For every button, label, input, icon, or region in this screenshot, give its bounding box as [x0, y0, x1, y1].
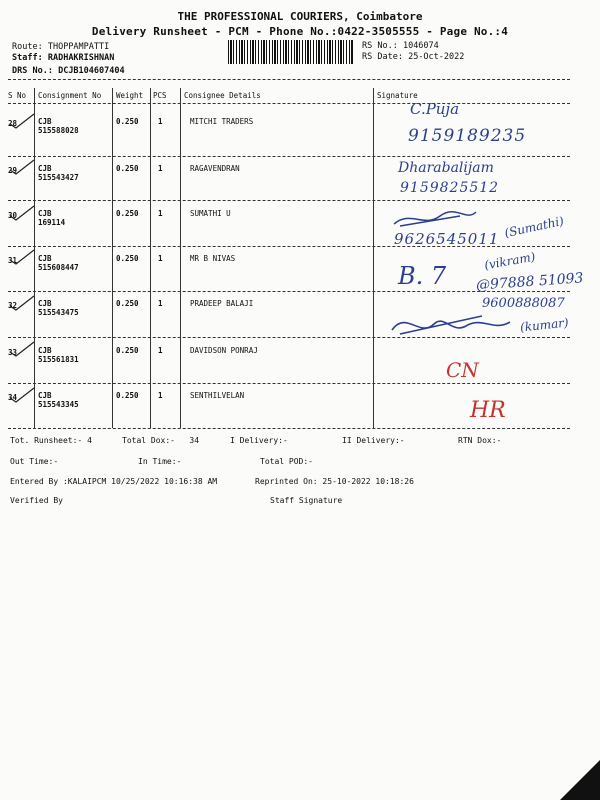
rs-no-label: RS No.:: [362, 41, 398, 51]
signature-5-scribble-icon: [386, 308, 516, 342]
signature-4-name: B. 7: [398, 262, 447, 290]
barcode-icon: [228, 40, 354, 64]
colhead-divider: [8, 103, 570, 104]
signature-3-note: (Sumathi): [503, 213, 566, 241]
signature-4-note: (vikram): [483, 249, 537, 273]
col-consignment: Consignment No: [38, 91, 102, 100]
rtn-dox: RTN Dox:-: [458, 436, 502, 445]
row-weight: 0.250: [116, 209, 139, 218]
signature-3-scribble-icon: [390, 206, 480, 232]
in-time: In Time:-: [138, 457, 182, 466]
row-consignee: SUMATHI U: [190, 209, 231, 218]
signature-1-name: C.Puja: [410, 100, 460, 118]
entered-by: Entered By :KALAIPCM 10/25/2022 10:16:38 AM: [10, 477, 218, 486]
scan-shadow-icon: [560, 760, 600, 800]
runsheet-subtitle: Delivery Runsheet - PCM - Phone No.:0422-3505555 - Page No.:4: [91, 25, 509, 38]
row-consignee: SENTHILVELAN: [190, 391, 245, 400]
staff-line: [12, 53, 114, 63]
rs-date-value: 25-Oct-2022: [408, 52, 465, 62]
rs-date-line: [362, 52, 464, 62]
col-pcs: PCS: [153, 91, 167, 100]
row-consignment: CJB 515543427: [38, 164, 79, 182]
row-consignment: CJB 169114: [38, 209, 66, 227]
signature-1-phone: 9159189235: [408, 126, 527, 146]
signature-2-phone: 9159825512: [400, 180, 500, 196]
row-weight: 0.250: [116, 254, 139, 263]
reprinted-on: Reprinted On: 25-10-2022 10:18:26: [255, 477, 414, 486]
row-consignment: CJB 515543475: [38, 299, 79, 317]
staff-label: Staff:: [12, 53, 43, 63]
route-value: THOPPAMPATTI: [47, 42, 110, 52]
company-title: THE PROFESSIONAL COURIERS, Coimbatore: [177, 10, 423, 23]
signature-4-phone-1: @97888 51093: [475, 270, 584, 294]
signature-6-mark: CN: [446, 358, 479, 382]
row-consignment: CJB 515588028: [38, 117, 79, 135]
col-sno: S No: [8, 91, 27, 100]
row-divider: [8, 156, 570, 157]
row-pcs: 1: [158, 346, 163, 355]
rs-no-line: [362, 41, 439, 51]
col-signature: Signature: [377, 91, 418, 100]
row-divider: [8, 383, 570, 384]
signature-3-phone: 9626545011: [394, 230, 500, 248]
verified-by: Verified By: [10, 496, 63, 505]
total-runsheet: Tot. Runsheet:- 4: [10, 436, 92, 445]
total-dox: Total Dox:- 34: [122, 436, 200, 445]
drs-line: [12, 66, 125, 76]
row-weight: 0.250: [116, 299, 139, 308]
row-consignee: RAGAVENDRAN: [190, 164, 240, 173]
row-sno: 30: [8, 211, 18, 220]
vline-3: [150, 88, 151, 428]
row-pcs: 1: [158, 117, 163, 126]
drs-value: DCJB104607404: [58, 66, 125, 76]
row-pcs: 1: [158, 299, 163, 308]
row-sno: 32: [8, 301, 18, 310]
row-pcs: 1: [158, 209, 163, 218]
vline-4: [180, 88, 181, 428]
i-delivery: I Delivery:-: [230, 436, 288, 445]
row-divider: [8, 428, 570, 429]
row-pcs: 1: [158, 164, 163, 173]
row-consignee: PRADEEP BALAJI: [190, 299, 254, 308]
staff-signature: Staff Signature: [270, 496, 343, 505]
row-consignee: DAVIDSON PONRAJ: [190, 346, 258, 355]
col-weight: Weight: [116, 91, 144, 100]
row-consignment: CJB 515543345: [38, 391, 79, 409]
vline-5: [373, 88, 374, 428]
out-time: Out Time:-: [10, 457, 59, 466]
row-weight: 0.250: [116, 164, 139, 173]
row-consignment: CJB 515561831: [38, 346, 79, 364]
header-divider: [8, 79, 570, 80]
row-weight: 0.250: [116, 117, 139, 126]
col-consignee: Consignee Details: [184, 91, 261, 100]
route-line: [12, 42, 109, 52]
total-pod: Total POD:-: [260, 457, 313, 466]
signature-4-phone-2: 9600888087: [482, 296, 565, 311]
row-consignee: MR B NIVAS: [190, 254, 236, 263]
row-consignment: CJB 515608447: [38, 254, 79, 272]
staff-value: RADHAKRISHNAN: [47, 53, 115, 63]
row-sno: 31: [8, 256, 18, 265]
row-weight: 0.250: [116, 346, 139, 355]
row-sno: 34: [8, 393, 18, 402]
row-sno: 33: [8, 348, 18, 357]
vline-2: [112, 88, 113, 428]
signature-5-note: (kumar): [519, 315, 570, 335]
route-label: Route:: [12, 42, 43, 52]
signature-7-mark: HR: [470, 398, 506, 423]
row-pcs: 1: [158, 254, 163, 263]
row-sno: 28: [8, 119, 18, 128]
rs-no-value: 1046074: [402, 41, 439, 51]
check-marks-icon: [6, 110, 36, 410]
row-sno: 29: [8, 166, 18, 175]
drs-label: DRS No.:: [12, 66, 53, 76]
rs-date-label: RS Date:: [362, 52, 403, 62]
row-weight: 0.250: [116, 391, 139, 400]
row-consignee: MITCHI TRADERS: [190, 117, 254, 126]
row-pcs: 1: [158, 391, 163, 400]
signature-2-name: Dharabalijam: [398, 160, 494, 176]
row-divider: [8, 200, 570, 201]
ii-delivery: II Delivery:-: [342, 436, 405, 445]
